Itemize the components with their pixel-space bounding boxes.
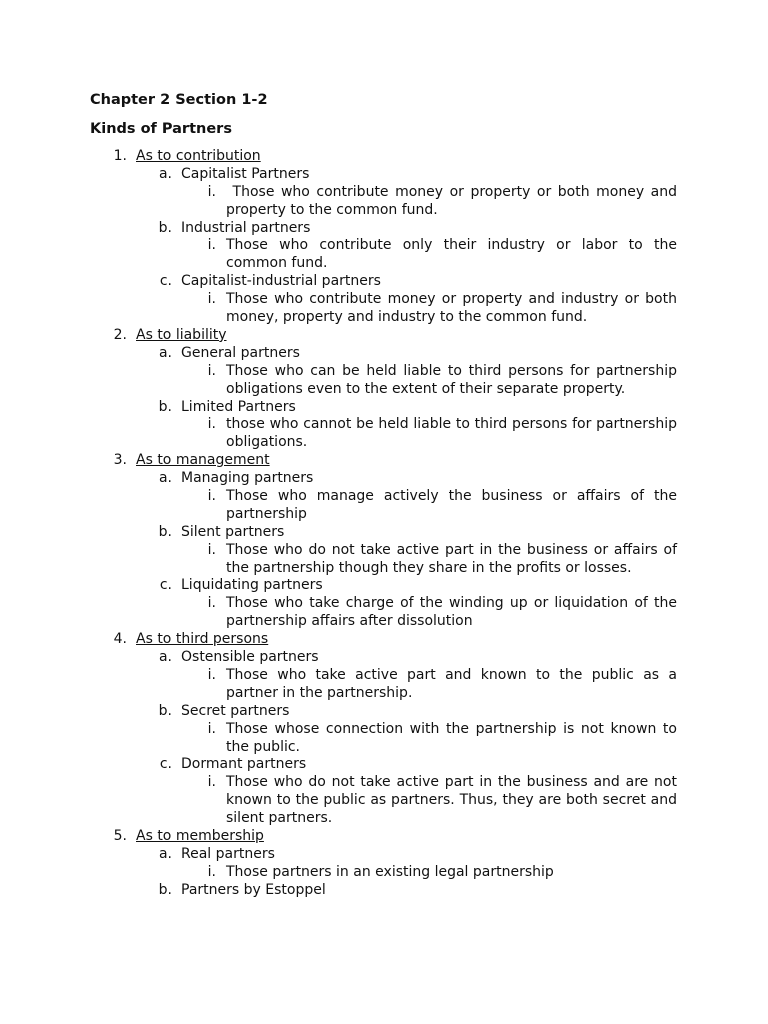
sub-item-letter: b. — [158, 398, 172, 415]
detail-roman: i. — [207, 595, 216, 612]
chapter-title: Chapter 2 Section 1-2 — [90, 92, 268, 108]
sub-item — [0, 524, 768, 542]
detail-text: Those who contribute money or property and industry or both money, property and industry to the common fund. — [226, 291, 677, 326]
detail-text: Those who do not take active part in the business or affairs of the partnership though they share in the profits or losses. — [226, 541, 677, 576]
outline-item — [0, 327, 768, 345]
detail-item — [0, 363, 768, 399]
sub-item-label: Real partners — [181, 845, 275, 862]
sub-item-label: Capitalist Partners — [181, 165, 310, 182]
item-heading: As to management — [136, 452, 270, 469]
item-number: 1. — [113, 148, 127, 164]
sub-item-letter: c. — [159, 577, 172, 594]
detail-text: Those who can be held liable to third persons for partnership obligations even to the extent of their separate property. — [226, 362, 677, 397]
detail-roman: i. — [207, 720, 216, 737]
sub-item — [0, 577, 768, 595]
detail-text: Those who take charge of the winding up or liquidation of the partnership affairs after dissolution — [226, 595, 677, 630]
detail-text: Those who manage actively the business or affairs of the partnership — [226, 488, 677, 522]
detail-roman: i. — [207, 774, 216, 791]
sub-item — [0, 166, 768, 184]
detail-text: Those partners in an existing legal partnership — [226, 863, 554, 880]
detail-text: Those who do not take active part in the business and are not known to the public as partners. Thus, they are both secret and silent partners. — [226, 774, 677, 827]
sub-item-label: Dormant partners — [181, 756, 307, 773]
detail-roman: i. — [207, 416, 216, 433]
item-number: 4. — [113, 631, 127, 648]
detail-item — [0, 488, 768, 524]
detail-roman: i. — [207, 183, 216, 200]
detail-item — [0, 864, 768, 882]
sub-item-letter: b. — [158, 523, 172, 540]
detail-roman: i. — [207, 488, 216, 504]
detail-item — [0, 774, 768, 828]
sub-item-label: Managing partners — [181, 470, 314, 487]
sub-item-letter: b. — [158, 219, 172, 236]
item-heading: As to membership — [136, 828, 264, 845]
sub-item-label: Ostensible partners — [181, 649, 319, 666]
detail-text: Those whose connection with the partnership is not known to the public. — [226, 720, 677, 755]
sub-item-letter: c. — [159, 273, 172, 290]
sub-item-label: Liquidating partners — [181, 577, 323, 594]
partner-outline — [0, 148, 768, 900]
sub-item-letter: a. — [158, 845, 172, 862]
outline-item — [0, 148, 768, 166]
detail-roman: i. — [207, 291, 216, 308]
sub-item — [0, 399, 768, 417]
detail-text: Those who take active part and known to the public as a partner in the partnership. — [226, 666, 677, 701]
outline-item — [0, 631, 768, 649]
item-number: 2. — [113, 326, 127, 343]
sub-item — [0, 220, 768, 238]
detail-roman: i. — [207, 863, 216, 880]
sub-item — [0, 703, 768, 721]
item-number: 5. — [113, 828, 127, 845]
detail-text: Those who contribute only their industry or labor to the common fund. — [226, 237, 677, 272]
section-heading: Kinds of Partners — [90, 121, 232, 137]
sub-item-letter: b. — [158, 702, 172, 719]
sub-item-letter: a. — [158, 470, 172, 487]
sub-item-label: General partners — [181, 344, 300, 361]
detail-text: those who cannot be held liable to third persons for partnership obligations. — [226, 416, 677, 451]
detail-item — [0, 542, 768, 578]
sub-item — [0, 649, 768, 667]
sub-item — [0, 470, 768, 488]
detail-roman: i. — [207, 666, 216, 683]
sub-item-label: Limited Partners — [181, 398, 296, 415]
item-number: 3. — [113, 452, 127, 469]
detail-roman: i. — [207, 541, 216, 558]
detail-roman: i. — [207, 237, 216, 254]
sub-item-letter: a. — [158, 649, 172, 666]
detail-item — [0, 416, 768, 452]
sub-item-letter: c. — [159, 756, 172, 773]
sub-item — [0, 846, 768, 864]
detail-item — [0, 184, 768, 220]
sub-item-letter: a. — [158, 165, 172, 182]
item-heading: As to liability — [136, 326, 227, 343]
detail-item — [0, 721, 768, 757]
sub-item-letter: b. — [158, 881, 172, 898]
sub-item-letter: a. — [158, 344, 172, 361]
sub-item-label: Industrial partners — [181, 219, 311, 236]
sub-item — [0, 273, 768, 291]
detail-item — [0, 237, 768, 273]
outline-item — [0, 452, 768, 470]
sub-item-label: Partners by Estoppel — [181, 881, 326, 898]
item-heading: As to contribution — [136, 148, 261, 164]
detail-item — [0, 667, 768, 703]
outline-item — [0, 828, 768, 846]
detail-roman: i. — [207, 362, 216, 379]
sub-item-label: Capitalist-industrial partners — [181, 273, 381, 290]
sub-item — [0, 882, 768, 900]
sub-item — [0, 345, 768, 363]
sub-item-label: Silent partners — [181, 523, 285, 540]
sub-item — [0, 756, 768, 774]
detail-item — [0, 291, 768, 327]
detail-item — [0, 595, 768, 631]
item-heading: As to third persons — [136, 631, 269, 648]
detail-text: Those who contribute money or property or both money and property to the common fund. — [226, 183, 682, 218]
sub-item-label: Secret partners — [181, 702, 290, 719]
